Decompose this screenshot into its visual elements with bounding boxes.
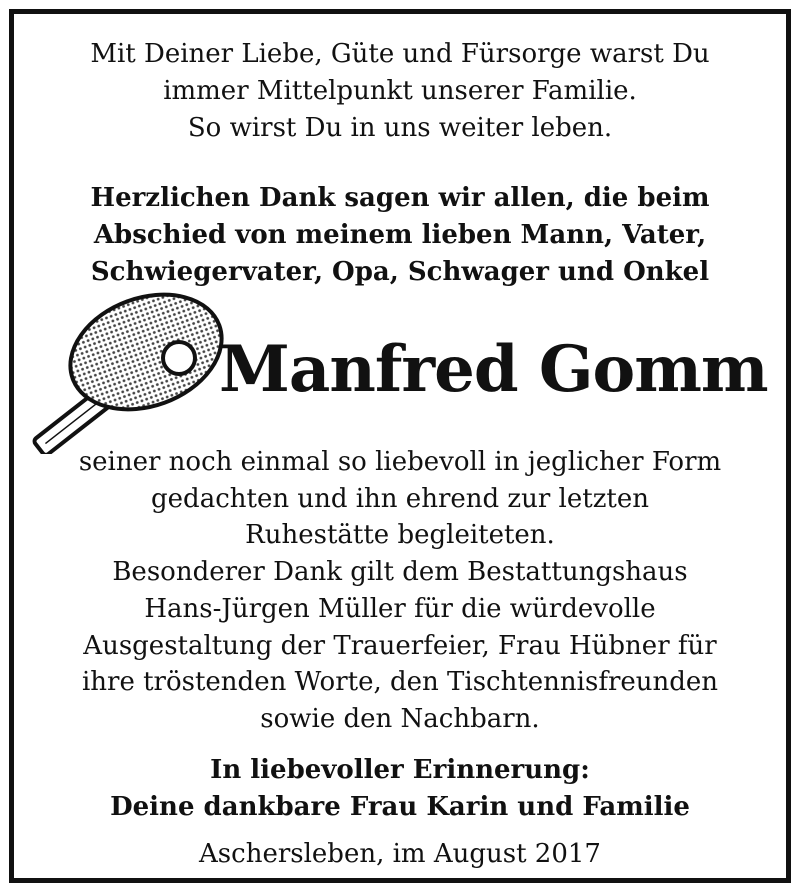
thanks-line: Abschied von meinem lieben Mann, Vater, [93,220,707,250]
thanks-body [14,444,786,738]
intro-verse [14,36,786,147]
closing-line: Deine dankbare Frau Karin und Familie [110,792,690,822]
body-line: ihre tröstenden Worte, den Tischtennisfreunden [81,667,719,698]
ball-icon [163,342,195,374]
intro-line: immer Mittelpunkt unserer Familie. [163,76,637,106]
thanks-line: Schwiegervater, Opa, Schwager und Onkel [90,257,710,287]
body-line: Hans-Jürgen Müller für die würdevolle [144,593,656,624]
closing-signature [14,752,786,826]
body-line: Ausgestaltung der Trauerfeier, Frau Hübner für [83,630,717,661]
place-date: Aschersleben, im August 2017 [199,839,601,869]
body-line: Besonderer Dank gilt dem Bestattungshaus [112,557,688,588]
obituary-notice [9,9,791,883]
closing-line: In liebevoller Erinnerung: [210,755,590,785]
deceased-name: Manfred Gomm [219,332,768,407]
thanks-heading [14,180,786,291]
table-tennis-paddle-icon [28,284,228,454]
thanks-line: Herzlichen Dank sagen wir allen, die beim [90,183,710,213]
body-line: sowie den Nachbarn. [260,703,540,734]
body-line: Ruhestätte begleiteten. [245,520,555,551]
intro-line: Mit Deiner Liebe, Güte und Fürsorge warst Du [90,39,710,69]
body-line: seiner noch einmal so liebevoll in jeglicher Form [78,447,722,477]
body-line: gedachten und ihn ehrend zur letzten [151,483,649,514]
intro-line: So wirst Du in uns weiter leben. [187,113,613,143]
